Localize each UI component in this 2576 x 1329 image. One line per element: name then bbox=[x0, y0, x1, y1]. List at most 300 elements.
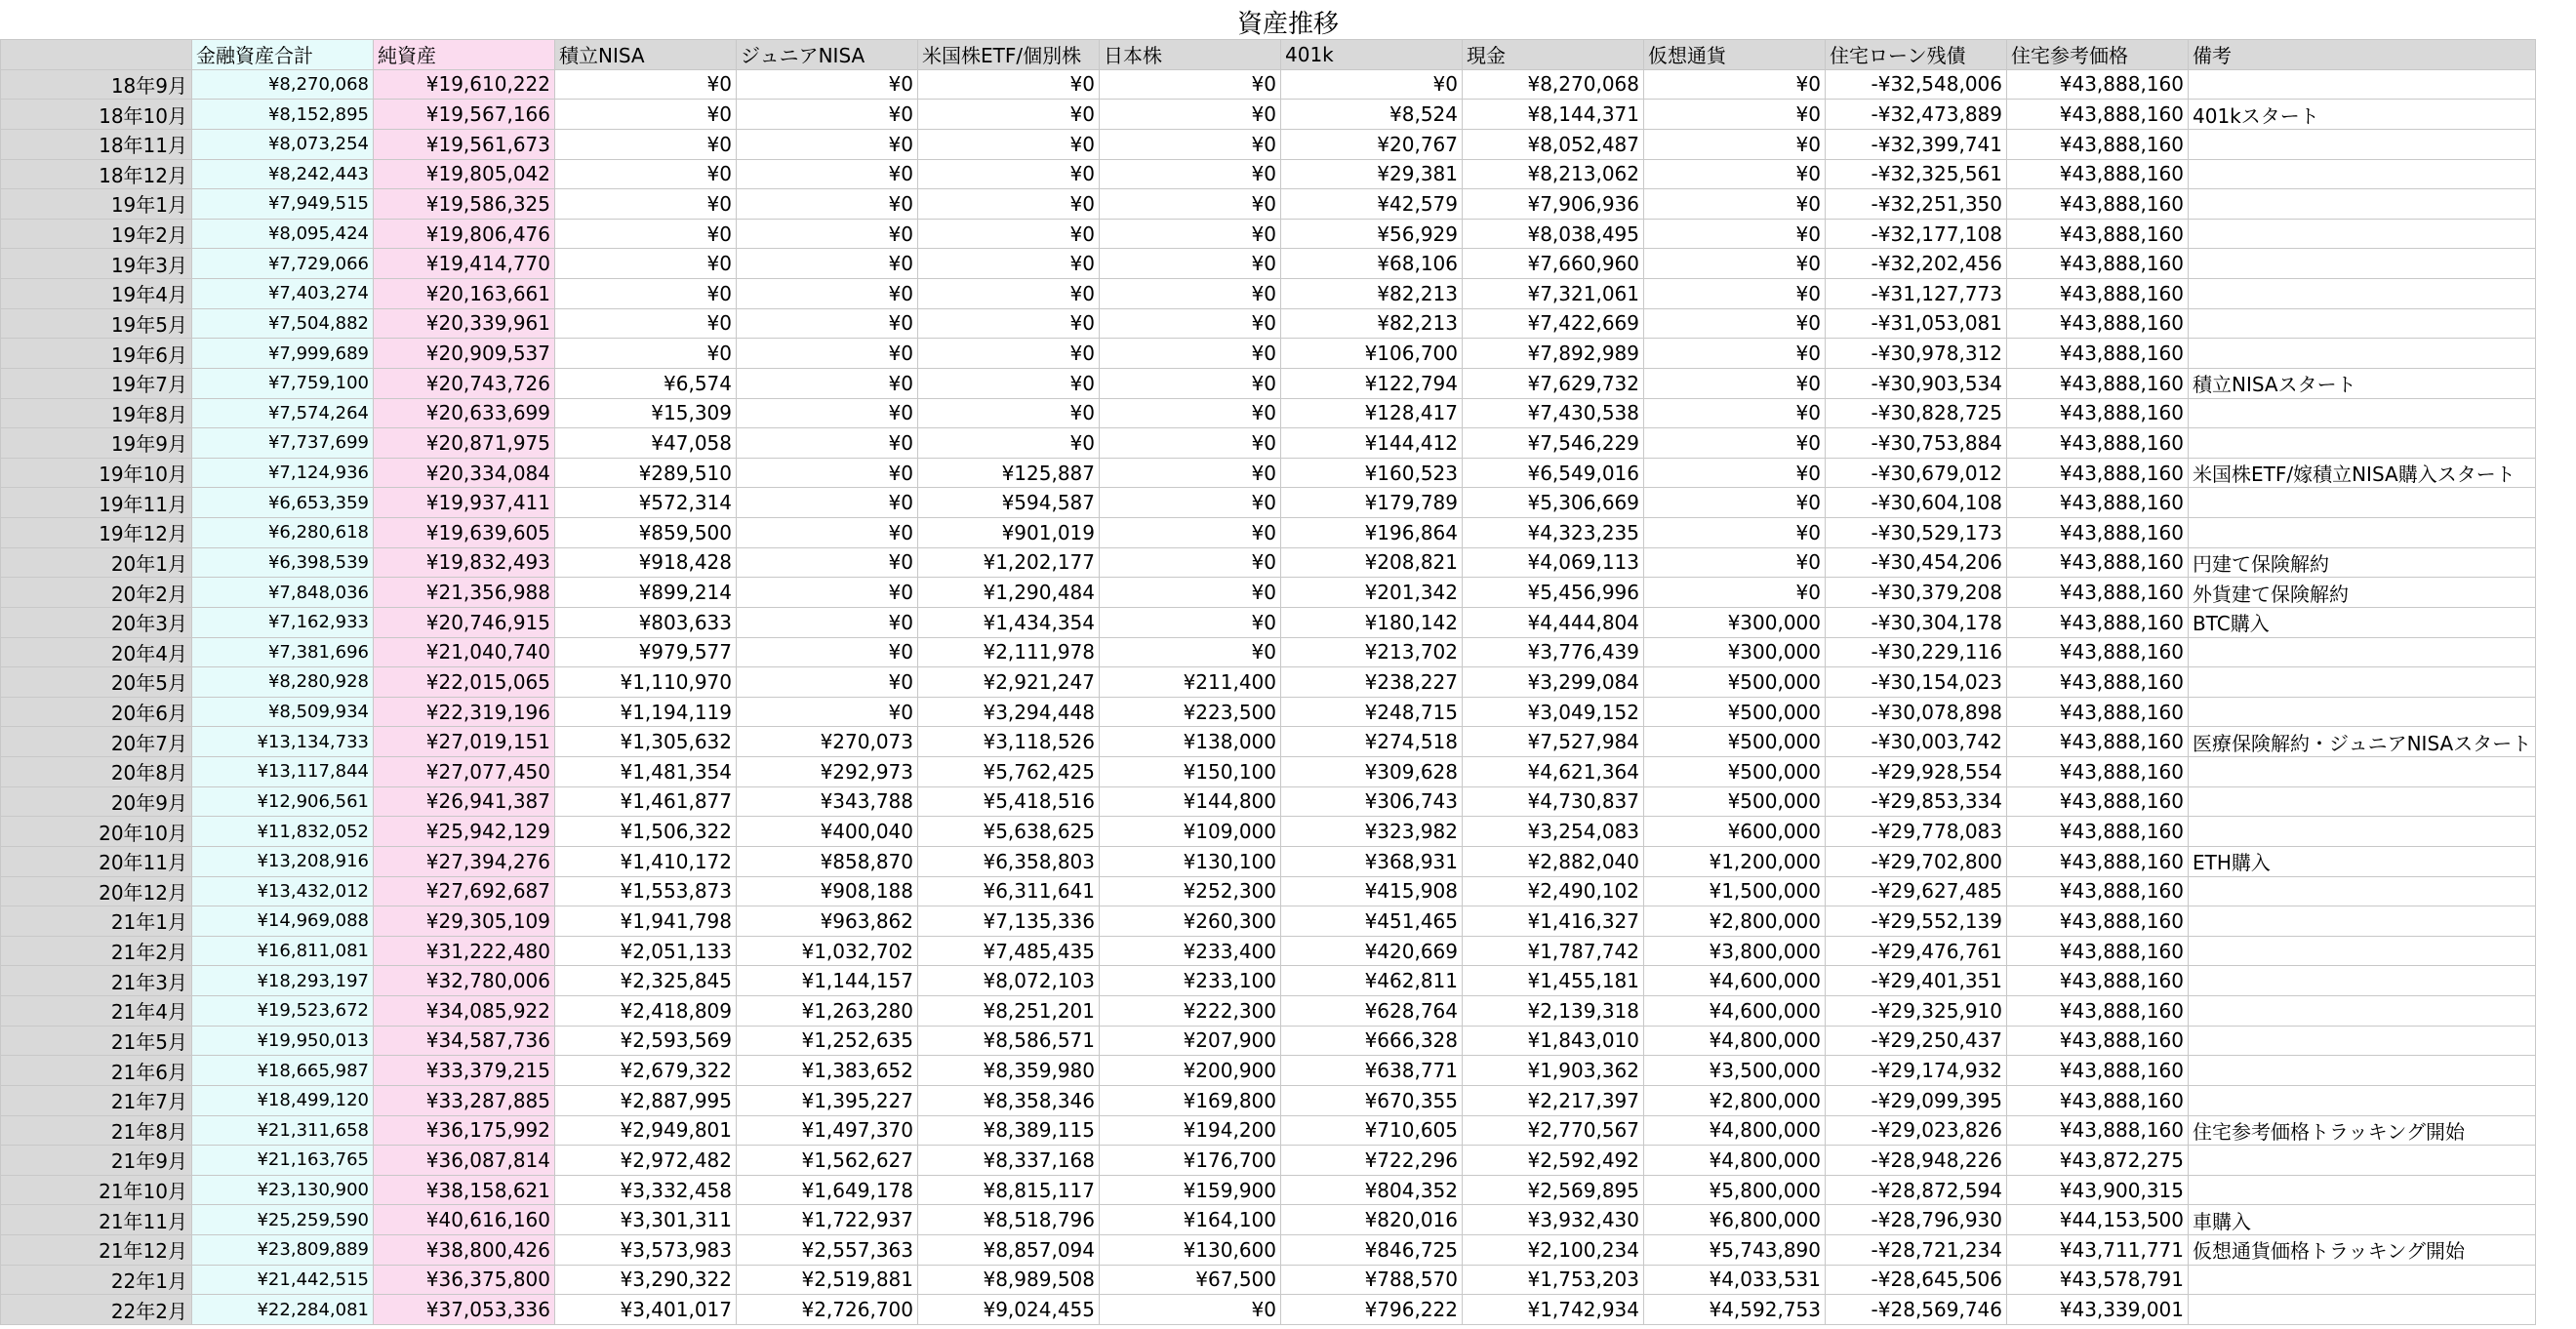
cell-notes[interactable] bbox=[2189, 398, 2536, 428]
cell-notes[interactable] bbox=[2189, 1146, 2536, 1176]
cell-401k[interactable]: ¥20,767 bbox=[1281, 129, 1463, 159]
column-header-mortgage-balance[interactable]: 住宅ローン残債 bbox=[1826, 40, 2007, 70]
cell-cash[interactable]: ¥8,038,495 bbox=[1463, 219, 1644, 249]
cell-financial-assets-total[interactable]: ¥19,523,672 bbox=[192, 996, 374, 1027]
cell-us-stock-etf[interactable]: ¥8,389,115 bbox=[918, 1115, 1100, 1146]
cell-financial-assets-total[interactable]: ¥8,270,068 bbox=[192, 69, 374, 100]
cell-tsumitate-nisa[interactable]: ¥859,500 bbox=[555, 518, 737, 548]
cell-401k[interactable]: ¥56,929 bbox=[1281, 219, 1463, 249]
cell-tsumitate-nisa[interactable]: ¥1,481,354 bbox=[555, 757, 737, 787]
cell-home-reference-price[interactable]: ¥43,888,160 bbox=[2007, 458, 2189, 488]
cell-home-reference-price[interactable]: ¥43,888,160 bbox=[2007, 100, 2189, 130]
cell-notes[interactable]: 積立NISAスタート bbox=[2189, 368, 2536, 398]
cell-junior-nisa[interactable]: ¥0 bbox=[737, 428, 918, 459]
cell-cash[interactable]: ¥2,100,234 bbox=[1463, 1235, 1644, 1266]
cell-home-reference-price[interactable]: ¥43,888,160 bbox=[2007, 876, 2189, 906]
cell-crypto[interactable]: ¥0 bbox=[1644, 339, 1826, 369]
column-header-financial-assets-total[interactable]: 金融資産合計 bbox=[192, 40, 374, 70]
cell-mortgage-balance[interactable]: -¥30,978,312 bbox=[1826, 339, 2007, 369]
cell-junior-nisa[interactable]: ¥1,649,178 bbox=[737, 1175, 918, 1205]
cell-cash[interactable]: ¥2,217,397 bbox=[1463, 1085, 1644, 1115]
row-header[interactable]: 21年12月 bbox=[1, 1235, 192, 1266]
cell-us-stock-etf[interactable]: ¥0 bbox=[918, 249, 1100, 279]
cell-crypto[interactable]: ¥1,500,000 bbox=[1644, 876, 1826, 906]
cell-japan-stock[interactable]: ¥207,900 bbox=[1100, 1026, 1281, 1056]
cell-tsumitate-nisa[interactable]: ¥0 bbox=[555, 69, 737, 100]
cell-net-assets[interactable]: ¥32,780,006 bbox=[374, 966, 555, 996]
cell-notes[interactable] bbox=[2189, 308, 2536, 339]
cell-tsumitate-nisa[interactable]: ¥6,574 bbox=[555, 368, 737, 398]
cell-mortgage-balance[interactable]: -¥29,552,139 bbox=[1826, 906, 2007, 937]
cell-home-reference-price[interactable]: ¥43,888,160 bbox=[2007, 607, 2189, 637]
cell-net-assets[interactable]: ¥38,800,426 bbox=[374, 1235, 555, 1266]
cell-notes[interactable] bbox=[2189, 786, 2536, 817]
cell-mortgage-balance[interactable]: -¥28,796,930 bbox=[1826, 1205, 2007, 1235]
cell-japan-stock[interactable]: ¥159,900 bbox=[1100, 1175, 1281, 1205]
row-header[interactable]: 19年1月 bbox=[1, 189, 192, 220]
cell-japan-stock[interactable]: ¥194,200 bbox=[1100, 1115, 1281, 1146]
cell-401k[interactable]: ¥666,328 bbox=[1281, 1026, 1463, 1056]
cell-home-reference-price[interactable]: ¥43,872,275 bbox=[2007, 1146, 2189, 1176]
cell-home-reference-price[interactable]: ¥43,888,160 bbox=[2007, 249, 2189, 279]
cell-junior-nisa[interactable]: ¥0 bbox=[737, 667, 918, 698]
cell-crypto[interactable]: ¥0 bbox=[1644, 518, 1826, 548]
cell-us-stock-etf[interactable]: ¥8,815,117 bbox=[918, 1175, 1100, 1205]
cell-notes[interactable] bbox=[2189, 966, 2536, 996]
cell-us-stock-etf[interactable]: ¥2,921,247 bbox=[918, 667, 1100, 698]
cell-cash[interactable]: ¥4,621,364 bbox=[1463, 757, 1644, 787]
cell-crypto[interactable]: ¥0 bbox=[1644, 547, 1826, 578]
cell-junior-nisa[interactable]: ¥1,497,370 bbox=[737, 1115, 918, 1146]
cell-us-stock-etf[interactable]: ¥6,311,641 bbox=[918, 876, 1100, 906]
cell-401k[interactable]: ¥248,715 bbox=[1281, 697, 1463, 727]
row-header[interactable]: 22年1月 bbox=[1, 1265, 192, 1295]
cell-mortgage-balance[interactable]: -¥30,379,208 bbox=[1826, 578, 2007, 608]
cell-japan-stock[interactable]: ¥233,400 bbox=[1100, 936, 1281, 966]
cell-us-stock-etf[interactable]: ¥0 bbox=[918, 100, 1100, 130]
cell-net-assets[interactable]: ¥36,087,814 bbox=[374, 1146, 555, 1176]
cell-financial-assets-total[interactable]: ¥8,242,443 bbox=[192, 159, 374, 189]
cell-junior-nisa[interactable]: ¥963,862 bbox=[737, 906, 918, 937]
cell-us-stock-etf[interactable]: ¥3,118,526 bbox=[918, 727, 1100, 757]
cell-notes[interactable]: BTC購入 bbox=[2189, 607, 2536, 637]
cell-401k[interactable]: ¥238,227 bbox=[1281, 667, 1463, 698]
cell-home-reference-price[interactable]: ¥43,888,160 bbox=[2007, 368, 2189, 398]
cell-japan-stock[interactable]: ¥144,800 bbox=[1100, 786, 1281, 817]
cell-tsumitate-nisa[interactable]: ¥0 bbox=[555, 100, 737, 130]
cell-financial-assets-total[interactable]: ¥7,162,933 bbox=[192, 607, 374, 637]
cell-cash[interactable]: ¥4,069,113 bbox=[1463, 547, 1644, 578]
cell-junior-nisa[interactable]: ¥0 bbox=[737, 488, 918, 518]
cell-junior-nisa[interactable]: ¥0 bbox=[737, 368, 918, 398]
cell-mortgage-balance[interactable]: -¥32,251,350 bbox=[1826, 189, 2007, 220]
cell-home-reference-price[interactable]: ¥43,888,160 bbox=[2007, 308, 2189, 339]
column-header-tsumitate-nisa[interactable]: 積立NISA bbox=[555, 40, 737, 70]
cell-cash[interactable]: ¥1,843,010 bbox=[1463, 1026, 1644, 1056]
cell-tsumitate-nisa[interactable]: ¥0 bbox=[555, 308, 737, 339]
cell-mortgage-balance[interactable]: -¥32,473,889 bbox=[1826, 100, 2007, 130]
cell-crypto[interactable]: ¥1,200,000 bbox=[1644, 846, 1826, 876]
cell-financial-assets-total[interactable]: ¥13,432,012 bbox=[192, 876, 374, 906]
cell-japan-stock[interactable]: ¥169,800 bbox=[1100, 1085, 1281, 1115]
cell-us-stock-etf[interactable]: ¥0 bbox=[918, 189, 1100, 220]
cell-cash[interactable]: ¥1,416,327 bbox=[1463, 906, 1644, 937]
cell-home-reference-price[interactable]: ¥43,888,160 bbox=[2007, 846, 2189, 876]
cell-cash[interactable]: ¥8,052,487 bbox=[1463, 129, 1644, 159]
cell-us-stock-etf[interactable]: ¥0 bbox=[918, 308, 1100, 339]
row-header[interactable]: 20年2月 bbox=[1, 578, 192, 608]
cell-tsumitate-nisa[interactable]: ¥2,593,569 bbox=[555, 1026, 737, 1056]
row-header[interactable]: 20年4月 bbox=[1, 637, 192, 667]
column-header-401k[interactable]: 401k bbox=[1281, 40, 1463, 70]
cell-junior-nisa[interactable]: ¥0 bbox=[737, 518, 918, 548]
cell-financial-assets-total[interactable]: ¥16,811,081 bbox=[192, 936, 374, 966]
cell-mortgage-balance[interactable]: -¥30,903,534 bbox=[1826, 368, 2007, 398]
cell-net-assets[interactable]: ¥20,163,661 bbox=[374, 279, 555, 309]
cell-japan-stock[interactable]: ¥0 bbox=[1100, 69, 1281, 100]
cell-cash[interactable]: ¥1,455,181 bbox=[1463, 966, 1644, 996]
cell-us-stock-etf[interactable]: ¥5,762,425 bbox=[918, 757, 1100, 787]
cell-notes[interactable] bbox=[2189, 1265, 2536, 1295]
row-header[interactable]: 19年6月 bbox=[1, 339, 192, 369]
cell-401k[interactable]: ¥420,669 bbox=[1281, 936, 1463, 966]
cell-junior-nisa[interactable]: ¥0 bbox=[737, 339, 918, 369]
cell-japan-stock[interactable]: ¥0 bbox=[1100, 219, 1281, 249]
cell-tsumitate-nisa[interactable]: ¥3,290,322 bbox=[555, 1265, 737, 1295]
cell-financial-assets-total[interactable]: ¥12,906,561 bbox=[192, 786, 374, 817]
cell-401k[interactable]: ¥106,700 bbox=[1281, 339, 1463, 369]
cell-mortgage-balance[interactable]: -¥29,778,083 bbox=[1826, 817, 2007, 847]
cell-financial-assets-total[interactable]: ¥21,442,515 bbox=[192, 1265, 374, 1295]
cell-net-assets[interactable]: ¥20,334,084 bbox=[374, 458, 555, 488]
cell-401k[interactable]: ¥788,570 bbox=[1281, 1265, 1463, 1295]
cell-net-assets[interactable]: ¥19,610,222 bbox=[374, 69, 555, 100]
cell-junior-nisa[interactable]: ¥2,726,700 bbox=[737, 1295, 918, 1325]
cell-401k[interactable]: ¥628,764 bbox=[1281, 996, 1463, 1027]
cell-mortgage-balance[interactable]: -¥29,627,485 bbox=[1826, 876, 2007, 906]
cell-cash[interactable]: ¥8,144,371 bbox=[1463, 100, 1644, 130]
cell-cash[interactable]: ¥5,306,669 bbox=[1463, 488, 1644, 518]
cell-crypto[interactable]: ¥500,000 bbox=[1644, 757, 1826, 787]
cell-crypto[interactable]: ¥4,600,000 bbox=[1644, 966, 1826, 996]
cell-financial-assets-total[interactable]: ¥7,737,699 bbox=[192, 428, 374, 459]
cell-notes[interactable] bbox=[2189, 69, 2536, 100]
cell-tsumitate-nisa[interactable]: ¥2,972,482 bbox=[555, 1146, 737, 1176]
cell-401k[interactable]: ¥201,342 bbox=[1281, 578, 1463, 608]
cell-junior-nisa[interactable]: ¥0 bbox=[737, 129, 918, 159]
cell-401k[interactable]: ¥179,789 bbox=[1281, 488, 1463, 518]
cell-tsumitate-nisa[interactable]: ¥1,941,798 bbox=[555, 906, 737, 937]
cell-us-stock-etf[interactable]: ¥594,587 bbox=[918, 488, 1100, 518]
row-header[interactable]: 19年12月 bbox=[1, 518, 192, 548]
cell-us-stock-etf[interactable]: ¥0 bbox=[918, 129, 1100, 159]
row-header[interactable]: 18年10月 bbox=[1, 100, 192, 130]
cell-us-stock-etf[interactable]: ¥7,135,336 bbox=[918, 906, 1100, 937]
cell-401k[interactable]: ¥29,381 bbox=[1281, 159, 1463, 189]
cell-crypto[interactable]: ¥0 bbox=[1644, 129, 1826, 159]
cell-tsumitate-nisa[interactable]: ¥1,305,632 bbox=[555, 727, 737, 757]
cell-401k[interactable]: ¥144,412 bbox=[1281, 428, 1463, 459]
cell-tsumitate-nisa[interactable]: ¥979,577 bbox=[555, 637, 737, 667]
row-header[interactable]: 20年7月 bbox=[1, 727, 192, 757]
cell-home-reference-price[interactable]: ¥43,888,160 bbox=[2007, 428, 2189, 459]
cell-401k[interactable]: ¥804,352 bbox=[1281, 1175, 1463, 1205]
cell-junior-nisa[interactable]: ¥908,188 bbox=[737, 876, 918, 906]
cell-junior-nisa[interactable]: ¥2,557,363 bbox=[737, 1235, 918, 1266]
cell-junior-nisa[interactable]: ¥0 bbox=[737, 308, 918, 339]
cell-notes[interactable] bbox=[2189, 757, 2536, 787]
cell-mortgage-balance[interactable]: -¥29,023,826 bbox=[1826, 1115, 2007, 1146]
cell-crypto[interactable]: ¥4,600,000 bbox=[1644, 996, 1826, 1027]
cell-mortgage-balance[interactable]: -¥28,872,594 bbox=[1826, 1175, 2007, 1205]
cell-japan-stock[interactable]: ¥0 bbox=[1100, 547, 1281, 578]
cell-junior-nisa[interactable]: ¥858,870 bbox=[737, 846, 918, 876]
cell-home-reference-price[interactable]: ¥43,888,160 bbox=[2007, 279, 2189, 309]
cell-401k[interactable]: ¥710,605 bbox=[1281, 1115, 1463, 1146]
cell-junior-nisa[interactable]: ¥1,562,627 bbox=[737, 1146, 918, 1176]
cell-tsumitate-nisa[interactable]: ¥899,214 bbox=[555, 578, 737, 608]
cell-crypto[interactable]: ¥5,800,000 bbox=[1644, 1175, 1826, 1205]
cell-japan-stock[interactable]: ¥260,300 bbox=[1100, 906, 1281, 937]
cell-mortgage-balance[interactable]: -¥29,174,932 bbox=[1826, 1056, 2007, 1086]
cell-japan-stock[interactable]: ¥0 bbox=[1100, 518, 1281, 548]
row-header[interactable]: 18年11月 bbox=[1, 129, 192, 159]
cell-junior-nisa[interactable]: ¥343,788 bbox=[737, 786, 918, 817]
row-header[interactable]: 19年10月 bbox=[1, 458, 192, 488]
cell-crypto[interactable]: ¥0 bbox=[1644, 308, 1826, 339]
cell-mortgage-balance[interactable]: -¥30,753,884 bbox=[1826, 428, 2007, 459]
cell-notes[interactable] bbox=[2189, 428, 2536, 459]
cell-home-reference-price[interactable]: ¥43,888,160 bbox=[2007, 697, 2189, 727]
cell-financial-assets-total[interactable]: ¥13,208,916 bbox=[192, 846, 374, 876]
cell-financial-assets-total[interactable]: ¥18,499,120 bbox=[192, 1085, 374, 1115]
cell-notes[interactable]: 外貨建て保険解約 bbox=[2189, 578, 2536, 608]
row-header[interactable]: 21年4月 bbox=[1, 996, 192, 1027]
cell-japan-stock[interactable]: ¥67,500 bbox=[1100, 1265, 1281, 1295]
cell-notes[interactable] bbox=[2189, 249, 2536, 279]
cell-cash[interactable]: ¥4,444,804 bbox=[1463, 607, 1644, 637]
cell-financial-assets-total[interactable]: ¥19,950,013 bbox=[192, 1026, 374, 1056]
row-header[interactable]: 19年2月 bbox=[1, 219, 192, 249]
cell-junior-nisa[interactable]: ¥1,032,702 bbox=[737, 936, 918, 966]
cell-tsumitate-nisa[interactable]: ¥1,506,322 bbox=[555, 817, 737, 847]
cell-financial-assets-total[interactable]: ¥8,509,934 bbox=[192, 697, 374, 727]
cell-cash[interactable]: ¥6,549,016 bbox=[1463, 458, 1644, 488]
cell-mortgage-balance[interactable]: -¥29,853,334 bbox=[1826, 786, 2007, 817]
cell-401k[interactable]: ¥306,743 bbox=[1281, 786, 1463, 817]
cell-tsumitate-nisa[interactable]: ¥918,428 bbox=[555, 547, 737, 578]
cell-crypto[interactable]: ¥0 bbox=[1644, 219, 1826, 249]
cell-financial-assets-total[interactable]: ¥7,381,696 bbox=[192, 637, 374, 667]
cell-home-reference-price[interactable]: ¥43,888,160 bbox=[2007, 1115, 2189, 1146]
cell-net-assets[interactable]: ¥27,019,151 bbox=[374, 727, 555, 757]
cell-cash[interactable]: ¥7,527,984 bbox=[1463, 727, 1644, 757]
cell-mortgage-balance[interactable]: -¥28,721,234 bbox=[1826, 1235, 2007, 1266]
cell-crypto[interactable]: ¥2,800,000 bbox=[1644, 1085, 1826, 1115]
cell-net-assets[interactable]: ¥38,158,621 bbox=[374, 1175, 555, 1205]
cell-japan-stock[interactable]: ¥0 bbox=[1100, 368, 1281, 398]
cell-financial-assets-total[interactable]: ¥6,398,539 bbox=[192, 547, 374, 578]
cell-cash[interactable]: ¥8,270,068 bbox=[1463, 69, 1644, 100]
row-header[interactable]: 21年9月 bbox=[1, 1146, 192, 1176]
cell-tsumitate-nisa[interactable]: ¥3,573,983 bbox=[555, 1235, 737, 1266]
cell-notes[interactable] bbox=[2189, 876, 2536, 906]
column-header-notes[interactable]: 備考 bbox=[2189, 40, 2536, 70]
row-header[interactable]: 21年2月 bbox=[1, 936, 192, 966]
cell-home-reference-price[interactable]: ¥43,888,160 bbox=[2007, 1056, 2189, 1086]
cell-crypto[interactable]: ¥0 bbox=[1644, 488, 1826, 518]
cell-home-reference-price[interactable]: ¥43,888,160 bbox=[2007, 667, 2189, 698]
cell-mortgage-balance[interactable]: -¥29,928,554 bbox=[1826, 757, 2007, 787]
cell-cash[interactable]: ¥7,660,960 bbox=[1463, 249, 1644, 279]
cell-financial-assets-total[interactable]: ¥23,130,900 bbox=[192, 1175, 374, 1205]
cell-tsumitate-nisa[interactable]: ¥0 bbox=[555, 219, 737, 249]
cell-junior-nisa[interactable]: ¥0 bbox=[737, 398, 918, 428]
cell-cash[interactable]: ¥3,299,084 bbox=[1463, 667, 1644, 698]
cell-junior-nisa[interactable]: ¥0 bbox=[737, 219, 918, 249]
cell-japan-stock[interactable]: ¥0 bbox=[1100, 398, 1281, 428]
cell-notes[interactable] bbox=[2189, 667, 2536, 698]
cell-us-stock-etf[interactable]: ¥5,638,625 bbox=[918, 817, 1100, 847]
cell-crypto[interactable]: ¥500,000 bbox=[1644, 667, 1826, 698]
cell-japan-stock[interactable]: ¥0 bbox=[1100, 637, 1281, 667]
cell-notes[interactable] bbox=[2189, 637, 2536, 667]
cell-net-assets[interactable]: ¥19,639,605 bbox=[374, 518, 555, 548]
row-header[interactable]: 19年11月 bbox=[1, 488, 192, 518]
row-header[interactable]: 21年7月 bbox=[1, 1085, 192, 1115]
cell-notes[interactable]: 医療保険解約・ジュニアNISAスタート bbox=[2189, 727, 2536, 757]
cell-junior-nisa[interactable]: ¥0 bbox=[737, 607, 918, 637]
cell-notes[interactable] bbox=[2189, 1175, 2536, 1205]
cell-notes[interactable] bbox=[2189, 906, 2536, 937]
cell-junior-nisa[interactable]: ¥0 bbox=[737, 69, 918, 100]
cell-notes[interactable] bbox=[2189, 996, 2536, 1027]
cell-crypto[interactable]: ¥300,000 bbox=[1644, 637, 1826, 667]
cell-mortgage-balance[interactable]: -¥30,454,206 bbox=[1826, 547, 2007, 578]
cell-notes[interactable]: 円建て保険解約 bbox=[2189, 547, 2536, 578]
cell-us-stock-etf[interactable]: ¥0 bbox=[918, 69, 1100, 100]
cell-us-stock-etf[interactable]: ¥125,887 bbox=[918, 458, 1100, 488]
cell-japan-stock[interactable]: ¥0 bbox=[1100, 428, 1281, 459]
row-header[interactable]: 20年8月 bbox=[1, 757, 192, 787]
row-header[interactable]: 20年5月 bbox=[1, 667, 192, 698]
cell-crypto[interactable]: ¥0 bbox=[1644, 279, 1826, 309]
cell-cash[interactable]: ¥4,730,837 bbox=[1463, 786, 1644, 817]
row-header[interactable]: 21年8月 bbox=[1, 1115, 192, 1146]
cell-mortgage-balance[interactable]: -¥29,099,395 bbox=[1826, 1085, 2007, 1115]
cell-junior-nisa[interactable]: ¥0 bbox=[737, 458, 918, 488]
cell-net-assets[interactable]: ¥33,287,885 bbox=[374, 1085, 555, 1115]
cell-tsumitate-nisa[interactable]: ¥0 bbox=[555, 339, 737, 369]
cell-mortgage-balance[interactable]: -¥32,399,741 bbox=[1826, 129, 2007, 159]
cell-cash[interactable]: ¥7,422,669 bbox=[1463, 308, 1644, 339]
cell-japan-stock[interactable]: ¥233,100 bbox=[1100, 966, 1281, 996]
cell-tsumitate-nisa[interactable]: ¥0 bbox=[555, 249, 737, 279]
row-header[interactable]: 20年9月 bbox=[1, 786, 192, 817]
cell-junior-nisa[interactable]: ¥1,383,652 bbox=[737, 1056, 918, 1086]
cell-financial-assets-total[interactable]: ¥14,969,088 bbox=[192, 906, 374, 937]
row-header[interactable]: 21年5月 bbox=[1, 1026, 192, 1056]
cell-net-assets[interactable]: ¥19,937,411 bbox=[374, 488, 555, 518]
cell-junior-nisa[interactable]: ¥292,973 bbox=[737, 757, 918, 787]
cell-home-reference-price[interactable]: ¥43,888,160 bbox=[2007, 817, 2189, 847]
cell-japan-stock[interactable]: ¥176,700 bbox=[1100, 1146, 1281, 1176]
cell-cash[interactable]: ¥1,753,203 bbox=[1463, 1265, 1644, 1295]
cell-crypto[interactable]: ¥500,000 bbox=[1644, 697, 1826, 727]
row-header[interactable]: 21年10月 bbox=[1, 1175, 192, 1205]
cell-mortgage-balance[interactable]: -¥29,250,437 bbox=[1826, 1026, 2007, 1056]
cell-financial-assets-total[interactable]: ¥25,259,590 bbox=[192, 1205, 374, 1235]
cell-401k[interactable]: ¥208,821 bbox=[1281, 547, 1463, 578]
cell-financial-assets-total[interactable]: ¥8,280,928 bbox=[192, 667, 374, 698]
cell-net-assets[interactable]: ¥19,567,166 bbox=[374, 100, 555, 130]
cell-junior-nisa[interactable]: ¥0 bbox=[737, 249, 918, 279]
cell-junior-nisa[interactable]: ¥1,722,937 bbox=[737, 1205, 918, 1235]
cell-japan-stock[interactable]: ¥0 bbox=[1100, 189, 1281, 220]
row-header[interactable]: 19年5月 bbox=[1, 308, 192, 339]
cell-mortgage-balance[interactable]: -¥29,325,910 bbox=[1826, 996, 2007, 1027]
cell-net-assets[interactable]: ¥20,633,699 bbox=[374, 398, 555, 428]
row-header[interactable]: 20年11月 bbox=[1, 846, 192, 876]
cell-home-reference-price[interactable]: ¥43,711,771 bbox=[2007, 1235, 2189, 1266]
row-header[interactable]: 21年3月 bbox=[1, 966, 192, 996]
cell-us-stock-etf[interactable]: ¥1,202,177 bbox=[918, 547, 1100, 578]
cell-home-reference-price[interactable]: ¥43,888,160 bbox=[2007, 786, 2189, 817]
cell-mortgage-balance[interactable]: -¥29,476,761 bbox=[1826, 936, 2007, 966]
cell-tsumitate-nisa[interactable]: ¥2,949,801 bbox=[555, 1115, 737, 1146]
cell-japan-stock[interactable]: ¥0 bbox=[1100, 249, 1281, 279]
cell-cash[interactable]: ¥3,932,430 bbox=[1463, 1205, 1644, 1235]
cell-us-stock-etf[interactable]: ¥0 bbox=[918, 428, 1100, 459]
cell-japan-stock[interactable]: ¥0 bbox=[1100, 159, 1281, 189]
cell-notes[interactable] bbox=[2189, 189, 2536, 220]
cell-mortgage-balance[interactable]: -¥29,401,351 bbox=[1826, 966, 2007, 996]
cell-home-reference-price[interactable]: ¥43,888,160 bbox=[2007, 637, 2189, 667]
cell-tsumitate-nisa[interactable]: ¥0 bbox=[555, 189, 737, 220]
cell-net-assets[interactable]: ¥40,616,160 bbox=[374, 1205, 555, 1235]
cell-japan-stock[interactable]: ¥0 bbox=[1100, 308, 1281, 339]
cell-us-stock-etf[interactable]: ¥0 bbox=[918, 219, 1100, 249]
cell-japan-stock[interactable]: ¥252,300 bbox=[1100, 876, 1281, 906]
cell-crypto[interactable]: ¥6,800,000 bbox=[1644, 1205, 1826, 1235]
cell-financial-assets-total[interactable]: ¥13,134,733 bbox=[192, 727, 374, 757]
cell-financial-assets-total[interactable]: ¥13,117,844 bbox=[192, 757, 374, 787]
cell-mortgage-balance[interactable]: -¥28,948,226 bbox=[1826, 1146, 2007, 1176]
cell-crypto[interactable]: ¥0 bbox=[1644, 100, 1826, 130]
cell-net-assets[interactable]: ¥26,941,387 bbox=[374, 786, 555, 817]
cell-financial-assets-total[interactable]: ¥18,665,987 bbox=[192, 1056, 374, 1086]
row-header[interactable]: 20年3月 bbox=[1, 607, 192, 637]
column-header-crypto[interactable]: 仮想通貨 bbox=[1644, 40, 1826, 70]
cell-junior-nisa[interactable]: ¥1,395,227 bbox=[737, 1085, 918, 1115]
cell-junior-nisa[interactable]: ¥270,073 bbox=[737, 727, 918, 757]
cell-home-reference-price[interactable]: ¥43,888,160 bbox=[2007, 189, 2189, 220]
cell-crypto[interactable]: ¥4,800,000 bbox=[1644, 1146, 1826, 1176]
cell-notes[interactable] bbox=[2189, 817, 2536, 847]
cell-crypto[interactable]: ¥3,800,000 bbox=[1644, 936, 1826, 966]
cell-financial-assets-total[interactable]: ¥7,124,936 bbox=[192, 458, 374, 488]
cell-japan-stock[interactable]: ¥150,100 bbox=[1100, 757, 1281, 787]
cell-mortgage-balance[interactable]: -¥30,679,012 bbox=[1826, 458, 2007, 488]
cell-net-assets[interactable]: ¥25,942,129 bbox=[374, 817, 555, 847]
cell-crypto[interactable]: ¥2,800,000 bbox=[1644, 906, 1826, 937]
cell-401k[interactable]: ¥368,931 bbox=[1281, 846, 1463, 876]
cell-401k[interactable]: ¥462,811 bbox=[1281, 966, 1463, 996]
cell-cash[interactable]: ¥7,321,061 bbox=[1463, 279, 1644, 309]
cell-home-reference-price[interactable]: ¥43,888,160 bbox=[2007, 757, 2189, 787]
cell-401k[interactable]: ¥670,355 bbox=[1281, 1085, 1463, 1115]
cell-net-assets[interactable]: ¥31,222,480 bbox=[374, 936, 555, 966]
